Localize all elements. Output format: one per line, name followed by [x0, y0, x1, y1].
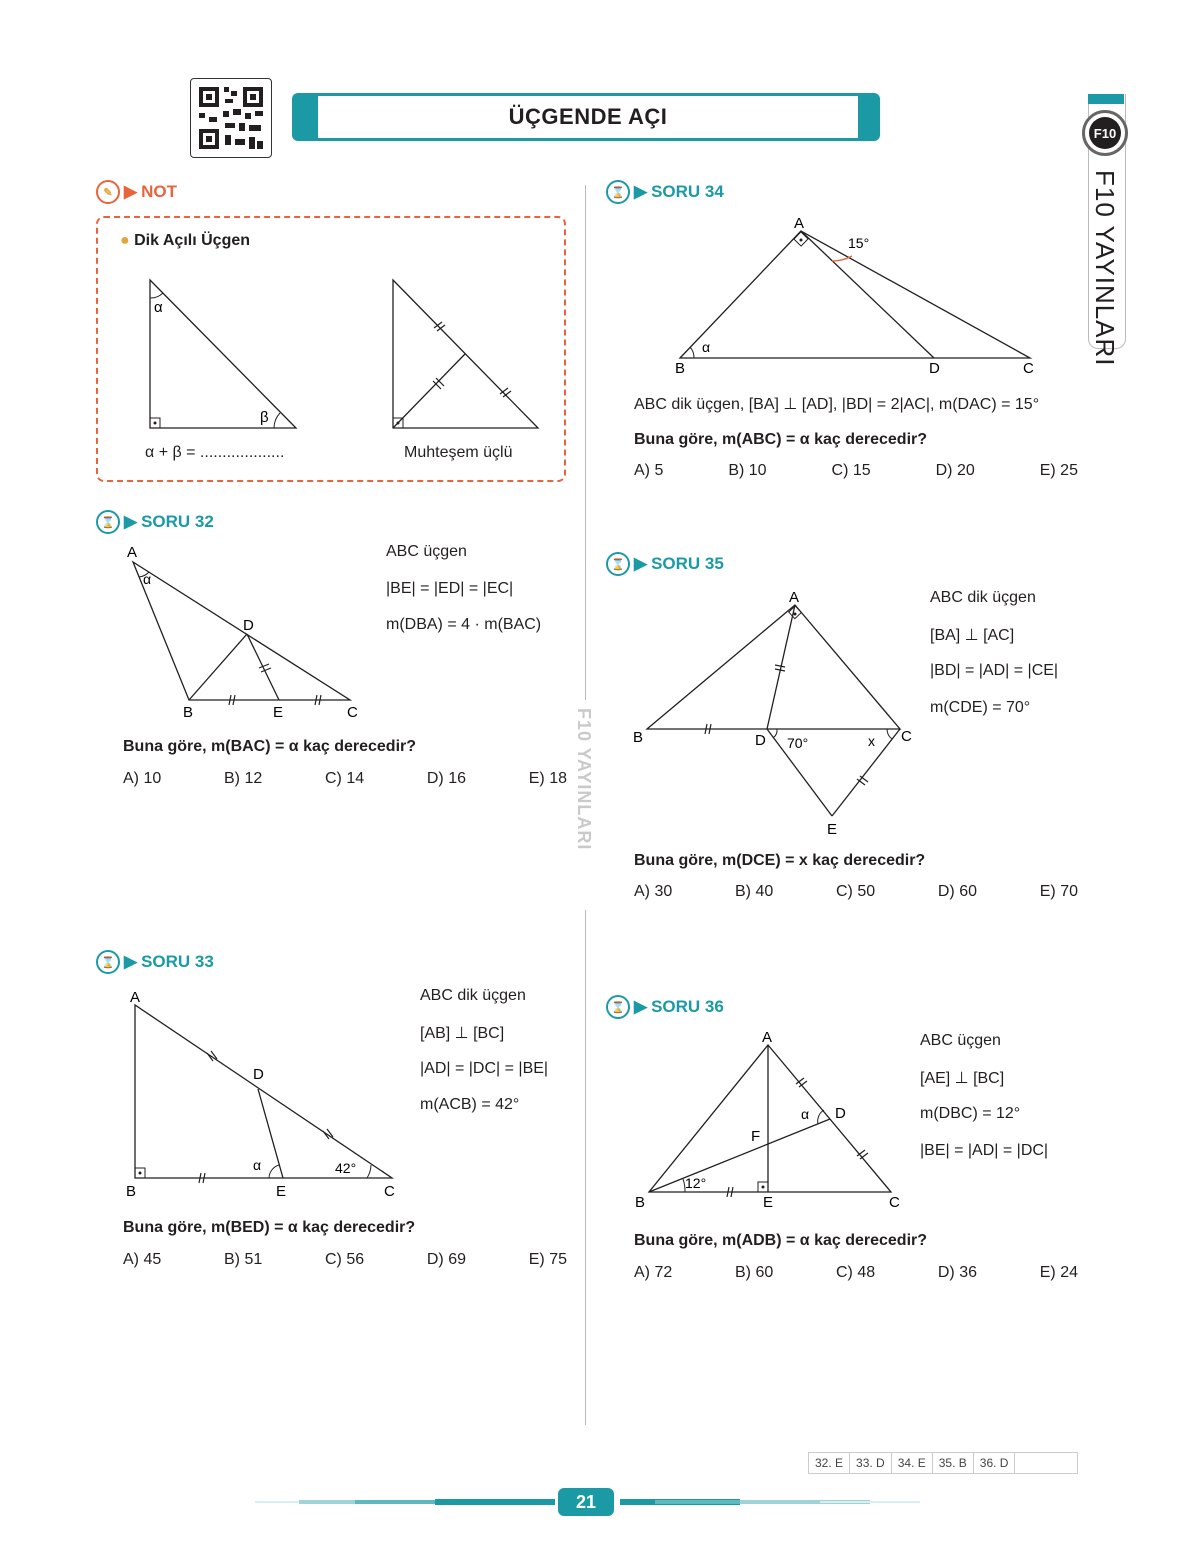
q34-point-b: B — [675, 360, 686, 377]
q32-arrow-icon: ▶ — [124, 512, 138, 531]
q33-figure — [115, 985, 415, 1205]
q34-point-d: D — [929, 360, 940, 377]
q32-header — [96, 510, 214, 534]
q33-options — [123, 1251, 567, 1269]
q33-option-a[interactable]: A) 45 — [123, 1251, 162, 1268]
q34-option-e[interactable]: E) 25 — [1039, 462, 1078, 479]
q34-figure — [660, 210, 1060, 385]
q36-header — [606, 995, 724, 1019]
q34-arrow-icon: ▶ — [634, 182, 648, 201]
not-bullet-text: Dik Açılı Üçgen — [134, 232, 251, 249]
answer-35: 35. B — [933, 1453, 974, 1473]
not-header — [96, 180, 177, 204]
q35-point-e: E — [827, 821, 838, 838]
q33-given-0: ABC dik üçgen — [420, 987, 526, 1004]
page-title: ÜÇGENDE AÇI — [316, 96, 860, 138]
watermark — [576, 700, 600, 910]
q34-option-a[interactable]: A) 5 — [634, 462, 664, 479]
q34-question: Buna göre, m(ABC) = α kaç derecedir? — [634, 431, 928, 448]
q36-point-d: D — [835, 1105, 846, 1122]
q33-point-d: D — [253, 1066, 264, 1083]
qr-code[interactable] — [190, 78, 272, 158]
q36-point-a: A — [762, 1029, 773, 1046]
hourglass-icon: ⌛ — [96, 950, 120, 974]
q32-option-d[interactable]: D) 16 — [426, 770, 466, 787]
q34-angle: 15° — [848, 235, 870, 251]
brand-logo-text: F10 — [1089, 117, 1121, 149]
q35-option-c[interactable]: C) 50 — [836, 883, 876, 900]
not-figures — [100, 270, 560, 440]
hourglass-icon: ⌛ — [606, 995, 630, 1019]
q35-options — [634, 883, 1078, 901]
q36-label: SORU 36 — [651, 997, 724, 1016]
q36-figure — [625, 1025, 925, 1220]
q35-question: Buna göre, m(DCE) = x kaç derecedir? — [634, 852, 926, 869]
q36-point-e: E — [763, 1194, 774, 1211]
q35-angle: 70° — [787, 735, 809, 751]
q32-point-e: E — [273, 704, 284, 721]
watermark-text: F10 YAYINLARI — [574, 708, 594, 851]
not-fig1-caption: α + β = ................... — [145, 444, 285, 461]
q32-label: SORU 32 — [141, 512, 214, 531]
q33-point-e: E — [276, 1183, 287, 1200]
not-arrow-icon: ▶ — [124, 182, 138, 201]
q36-point-b: B — [635, 1194, 646, 1211]
q35-given-2: |BD| = |AD| = |CE| — [930, 662, 1059, 679]
q36-question: Buna göre, m(ADB) = α kaç derecedir? — [634, 1232, 928, 1249]
q35-point-a: A — [789, 589, 800, 606]
q36-given-1: [AE] ⊥ [BC] — [920, 1070, 1005, 1087]
q35-arrow-icon: ▶ — [634, 554, 648, 573]
q34-alpha: α — [702, 339, 711, 355]
q33-given-1: [AB] ⊥ [BC] — [420, 1025, 505, 1042]
q32-options — [123, 770, 567, 788]
hourglass-icon: ⌛ — [606, 180, 630, 204]
q32-point-a: A — [127, 544, 138, 561]
page-number: 21 — [558, 1488, 614, 1516]
q34-point-a: A — [794, 215, 805, 232]
q36-option-a[interactable]: A) 72 — [634, 1264, 673, 1281]
q36-arrow-icon: ▶ — [634, 997, 648, 1016]
q33-point-a: A — [130, 989, 141, 1006]
q35-option-e[interactable]: E) 70 — [1039, 883, 1078, 900]
q36-given-0: ABC üçgen — [920, 1032, 1001, 1049]
q33-option-e[interactable]: E) 75 — [528, 1251, 567, 1268]
q35-option-b[interactable]: B) 40 — [735, 883, 774, 900]
q34-option-b[interactable]: B) 10 — [728, 462, 767, 479]
q32-point-d: D — [243, 617, 254, 634]
q33-label: SORU 33 — [141, 952, 214, 971]
q33-given-2: |AD| = |DC| = |BE| — [420, 1060, 549, 1077]
brand-text — [1086, 170, 1126, 367]
bullet-dot-icon: ● — [120, 232, 130, 249]
q35-option-a[interactable]: A) 30 — [634, 883, 673, 900]
q33-question: Buna göre, m(BED) = α kaç derecedir? — [123, 1219, 416, 1236]
q34-label: SORU 34 — [651, 182, 724, 201]
q33-point-b: B — [126, 1183, 137, 1200]
not-fig1 — [150, 280, 296, 428]
q36-alpha: α — [801, 1106, 810, 1122]
q36-option-e[interactable]: E) 24 — [1039, 1264, 1078, 1281]
q34-options — [634, 462, 1078, 480]
brand-text-label: F10 YAYINLARI — [1090, 170, 1120, 367]
q32-point-c: C — [347, 704, 358, 721]
q35-point-b: B — [633, 729, 644, 746]
q36-option-b[interactable]: B) 60 — [735, 1264, 774, 1281]
q33-given-3: m(ACB) = 42° — [420, 1096, 520, 1113]
q36-given-2: m(DBC) = 12° — [920, 1105, 1021, 1122]
q32-given-2: m(DBA) = 4 · m(BAC) — [386, 616, 542, 633]
q33-option-c[interactable]: C) 56 — [325, 1251, 365, 1268]
q35-x: x — [868, 733, 875, 749]
not-fig1-beta: β — [260, 409, 269, 426]
book-icon: ✎ — [96, 180, 120, 204]
q32-alpha: α — [143, 571, 152, 587]
q33-option-b[interactable]: B) 51 — [224, 1251, 263, 1268]
q32-figure — [115, 540, 375, 725]
answer-36: 36. D — [974, 1453, 1016, 1473]
not-bullet — [120, 232, 250, 250]
q33-angle: 42° — [335, 1160, 357, 1176]
q32-given-1: |BE| = |ED| = |EC| — [386, 580, 514, 597]
q36-option-d[interactable]: D) 36 — [937, 1264, 977, 1281]
q36-given-3: |BE| = |AD| = |DC| — [920, 1142, 1049, 1159]
hourglass-icon: ⌛ — [96, 510, 120, 534]
q33-option-d[interactable]: D) 69 — [426, 1251, 466, 1268]
not-fig2 — [393, 280, 538, 428]
not-fig1-alpha: α — [154, 299, 163, 316]
q33-header — [96, 950, 214, 974]
answer-32: 32. E — [809, 1453, 850, 1473]
q32-question: Buna göre, m(BAC) = α kaç derecedir? — [123, 738, 417, 755]
hourglass-icon: ⌛ — [606, 552, 630, 576]
q35-given-0: ABC dik üçgen — [930, 589, 1036, 606]
q36-point-c: C — [889, 1194, 900, 1211]
q34-given: ABC dik üçgen, [BA] ⊥ [AD], |BD| = 2|AC|, m(DAC) = 15° — [634, 396, 1040, 413]
q35-given-1: [BA] ⊥ [AC] — [930, 627, 1015, 644]
q36-angle: 12° — [685, 1175, 707, 1191]
q32-given-0: ABC üçgen — [386, 543, 467, 560]
q35-option-d[interactable]: D) 60 — [937, 883, 977, 900]
q34-option-c[interactable]: C) 15 — [831, 462, 871, 479]
q35-point-d: D — [755, 732, 766, 749]
q32-option-e[interactable]: E) 18 — [528, 770, 567, 787]
q33-point-c: C — [384, 1183, 395, 1200]
q36-option-c[interactable]: C) 48 — [836, 1264, 876, 1281]
brand-tab-top — [1088, 94, 1124, 104]
q35-figure — [625, 585, 925, 840]
q33-alpha: α — [253, 1157, 262, 1173]
q36-options — [634, 1264, 1078, 1282]
q36-point-f: F — [751, 1128, 761, 1145]
not-label: NOT — [141, 182, 177, 201]
q34-option-d[interactable]: D) 20 — [935, 462, 975, 479]
q33-arrow-icon: ▶ — [124, 952, 138, 971]
brand-logo — [1082, 110, 1128, 156]
q32-option-a[interactable]: A) 10 — [123, 770, 162, 787]
answer-34: 34. E — [892, 1453, 933, 1473]
q32-option-c[interactable]: C) 14 — [325, 770, 365, 787]
q32-point-b: B — [183, 704, 194, 721]
not-fig2-caption: Muhteşem üçlü — [404, 444, 513, 461]
q34-header — [606, 180, 724, 204]
q35-point-c: C — [901, 728, 912, 745]
q35-given-3: m(CDE) = 70° — [930, 699, 1031, 716]
q35-label: SORU 35 — [651, 554, 724, 573]
q32-option-b[interactable]: B) 12 — [224, 770, 263, 787]
q34-point-c: C — [1023, 360, 1034, 377]
q35-header — [606, 552, 724, 576]
answer-key — [808, 1452, 1078, 1474]
answer-33: 33. D — [850, 1453, 892, 1473]
